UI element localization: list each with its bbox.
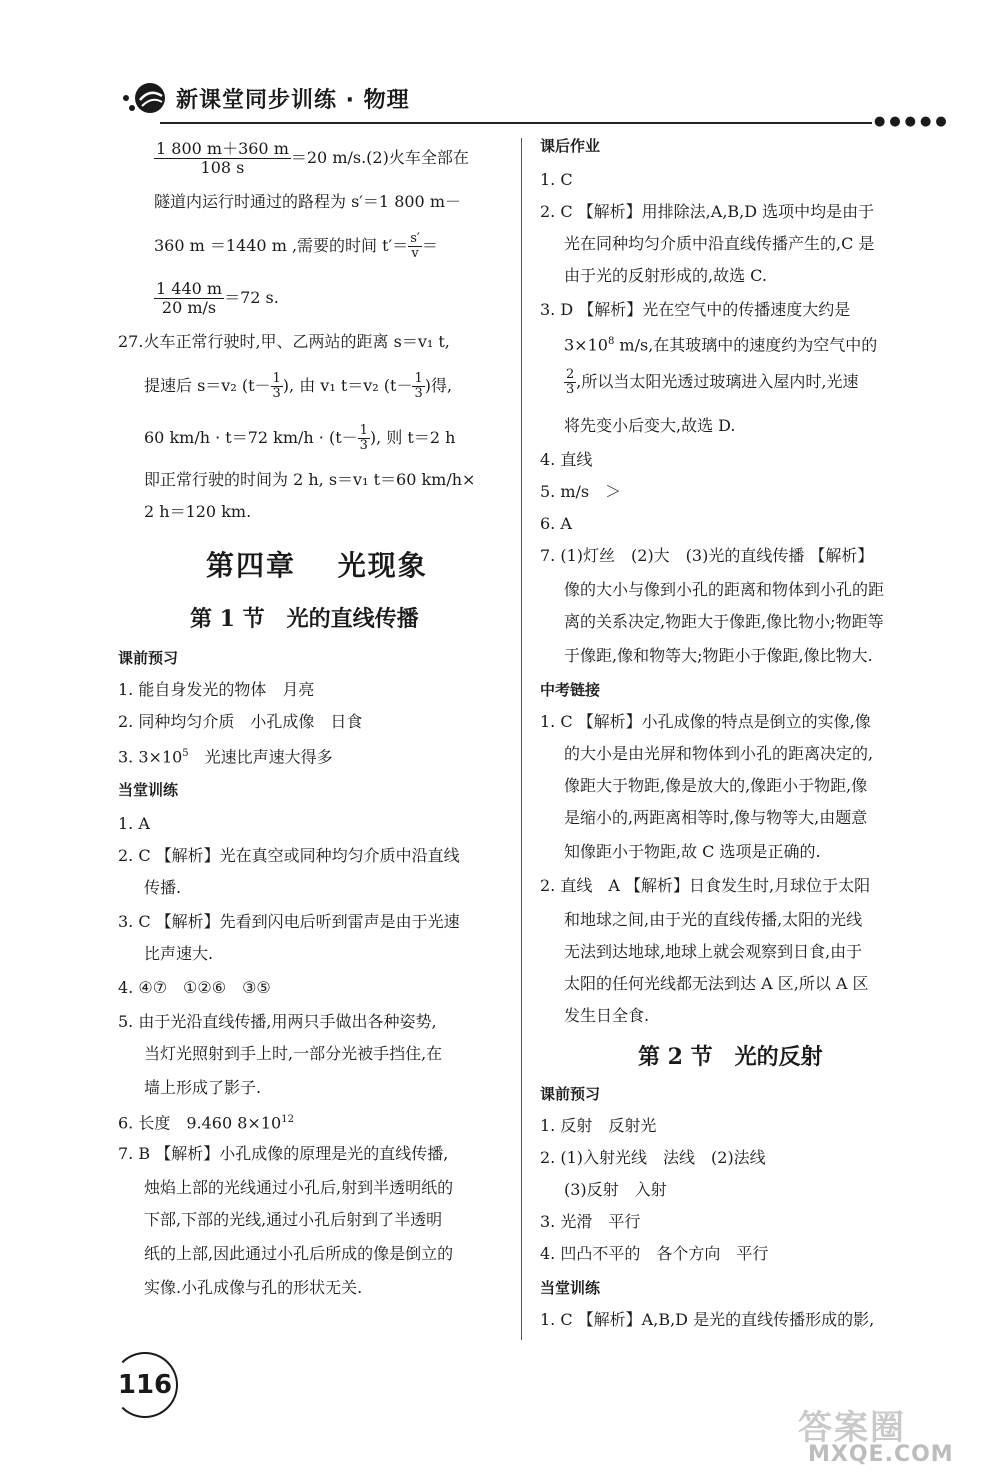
section-label: 中考链接 — [540, 681, 601, 699]
answer-item: $\frac{2}{3}$ ,所以当太阳光透过玻璃进入屋内时,光速 — [566, 367, 859, 397]
watermark-url: MXQE.COM — [808, 1442, 954, 1467]
answer-item: 2. (1)入射光线 法线 (2)法线 — [540, 1148, 766, 1167]
answer-item: 于像距,像和物等大;物距小于像距,像比物大. — [564, 646, 873, 665]
answer-item: 是缩小的,两距离相等时,像与物等大,由题意 — [564, 808, 868, 827]
solution-line: 2 h＝120 km. — [144, 502, 252, 521]
fraction: $\frac{s'}{v}$ — [410, 231, 420, 261]
answer-item: 离的关系决定,物距大于像距,像比物小;物距等 — [564, 612, 884, 631]
book-logo-icon — [120, 78, 166, 116]
page-header — [0, 0, 1000, 130]
section-title: 第 2 节 光的反射 — [638, 1044, 823, 1070]
solution-line: 60 km/h · t＝72 km/h · (t－ $\frac{1}{3}$ ), 则 t＝2 h — [144, 423, 456, 453]
solution-line: 即正常行驶的时间为 2 h, s＝v₁ t＝60 km/h× — [144, 470, 476, 489]
section-label: 当堂训练 — [118, 781, 179, 799]
answer-item: 2. C 【解析】用排除法,A,B,D 选项中均是由于 — [540, 202, 875, 221]
header-dots: ●●●●● — [874, 114, 951, 129]
answer-item: 1. 能自身发光的物体 月亮 — [118, 680, 315, 699]
answer-item: 像的大小与像到小孔的距离和物体到小孔的距 — [564, 580, 885, 599]
solution-line: $\frac{1 800 m+360 m}{108 s}$ ＝20 m/s.(2)火车全部在 — [156, 139, 469, 177]
answer-item: 3. $3\times 10^5$ 光速比声速大得多 — [118, 747, 333, 767]
fraction: $\frac{1}{3}$ — [414, 371, 423, 401]
answer-item: 2. 同种均匀介质 小孔成像 日食 — [118, 712, 363, 731]
answer-item: 2. 直线 A 【解析】日食发生时,月球位于太阳 — [540, 876, 871, 895]
answer-item: 6. 长度 9.460 $8\times 10^{12}$ — [118, 1113, 294, 1133]
answer-item: 将先变小后变大,故选 D. — [564, 416, 736, 435]
answer-item: 5. 由于光沿直线传播,用两只手做出各种姿势, — [118, 1012, 437, 1031]
chapter-title: 第四章 光现象 — [206, 549, 428, 582]
fraction: $\frac{2}{3}$ — [566, 367, 575, 397]
watermark-logo — [790, 1400, 990, 1472]
answer-item: 太阳的任何光线都无法到达 A 区,所以 A 区 — [564, 974, 869, 993]
watermark-text: 答案圈 — [798, 1408, 906, 1448]
answer-item: 实像.小孔成像与孔的形状无关. — [144, 1278, 363, 1297]
fraction: $\frac{1}{3}$ — [272, 371, 281, 401]
answer-item: 1. C — [540, 170, 573, 189]
answer-item: 4. 凹凸不平的 各个方向 平行 — [540, 1244, 769, 1263]
solution-line: 360 m ＝1440 m ,需要的时间 t′＝ $\frac{s'}{v}$ ＝ — [154, 231, 438, 261]
section-label: 课前预习 — [540, 1085, 601, 1103]
answer-item: 1. A — [118, 814, 150, 833]
answer-item: 4. ④⑦ ①②⑥ ③⑤ — [118, 978, 271, 997]
answer-item: 3. C 【解析】先看到闪电后听到雷声是由于光速 — [118, 912, 460, 931]
section-label: 课前预习 — [118, 649, 179, 667]
answer-item: 像距大于物距,像是放大的,像距小于物距,像 — [564, 776, 868, 795]
answer-item: 3. D 【解析】光在空气中的传播速度大约是 — [540, 300, 851, 319]
answer-item: 1. C 【解析】A,B,D 是光的直线传播形成的影, — [540, 1310, 875, 1329]
answer-item: 和地球之间,由于光的直线传播,太阳的光线 — [564, 910, 863, 929]
answer-item: 1. C 【解析】小孔成像的特点是倒立的实像,像 — [540, 712, 871, 731]
solution-line: $\frac{1 440 m}{20 m/s}$ ＝72 s. — [156, 279, 279, 317]
fraction: $\frac{1}{3}$ — [359, 423, 368, 453]
answer-item: 6. A — [540, 514, 572, 533]
section-title: 第 1 节 光的直线传播 — [190, 606, 419, 632]
solution-line: 隧道内运行时通过的路程为 s′＝1 800 m－ — [154, 192, 461, 211]
answer-item: 3. 光滑 平行 — [540, 1212, 641, 1231]
answer-item: 2. C 【解析】光在真空或同种均匀介质中沿直线 — [118, 846, 460, 865]
answer-item: 光在同种均匀介质中沿直线传播产生的,C 是 — [564, 234, 875, 253]
answer-item: 的大小是由光屏和物体到小孔的距离决定的, — [564, 744, 874, 763]
answer-item: $3\times 10^8$ m/s,在其玻璃中的速度约为空气中的 — [564, 335, 878, 355]
answer-item: 无法到达地球,地球上就会观察到日食,由于 — [564, 942, 863, 961]
section-label: 当堂训练 — [540, 1279, 601, 1297]
solution-line: 提速后 s＝v₂ (t－ $\frac{1}{3}$ ), 由 v₁ t＝v₂ (t－ $\frac{1}{3}$ )得, — [144, 371, 453, 401]
answer-item: 墙上形成了影子. — [144, 1078, 262, 1097]
answer-item: 5. m/s ＞ — [540, 482, 622, 501]
answer-item: 4. 直线 — [540, 450, 593, 469]
answer-item: 当灯光照射到手上时,一部分光被手挡住,在 — [144, 1044, 443, 1063]
answer-item: 纸的上部,因此通过小孔后所成的像是倒立的 — [144, 1244, 454, 1263]
page-number: 116 — [112, 1352, 178, 1418]
answer-item: 7. B 【解析】小孔成像的原理是光的直线传播, — [118, 1144, 449, 1163]
answer-item: 传播. — [144, 878, 182, 897]
fraction: $\frac{1 440 m}{20 m/s}$ — [156, 279, 223, 317]
answer-item: (3)反射 入射 — [564, 1180, 667, 1199]
answer-item: 知像距小于物距,故 C 选项是正确的. — [564, 842, 821, 861]
answer-item: 烛焰上部的光线通过小孔后,射到半透明纸的 — [144, 1178, 454, 1197]
fraction: $\frac{1 800 m+360 m}{108 s}$ — [156, 139, 289, 177]
answer-item: 下部,下部的光线,通过小孔后射到了半透明 — [144, 1210, 443, 1229]
header-rule — [160, 122, 872, 124]
answer-item: 比声速大. — [144, 944, 214, 963]
answer-item: 由于光的反射形成的,故选 C. — [564, 266, 767, 285]
answer-item: 发生日全食. — [564, 1006, 650, 1025]
answer-item: 1. 反射 反射光 — [540, 1116, 657, 1135]
header-title: 新课堂同步训练 · 物理 — [176, 88, 410, 113]
answer-27: 27.火车正常行驶时,甲、乙两站的距离 s＝v₁ t, — [118, 332, 450, 351]
answer-item: 7. (1)灯丝 (2)大 (3)光的直线传播 【解析】 — [540, 546, 874, 565]
section-label: 课后作业 — [540, 137, 601, 155]
column-divider — [521, 138, 522, 1340]
